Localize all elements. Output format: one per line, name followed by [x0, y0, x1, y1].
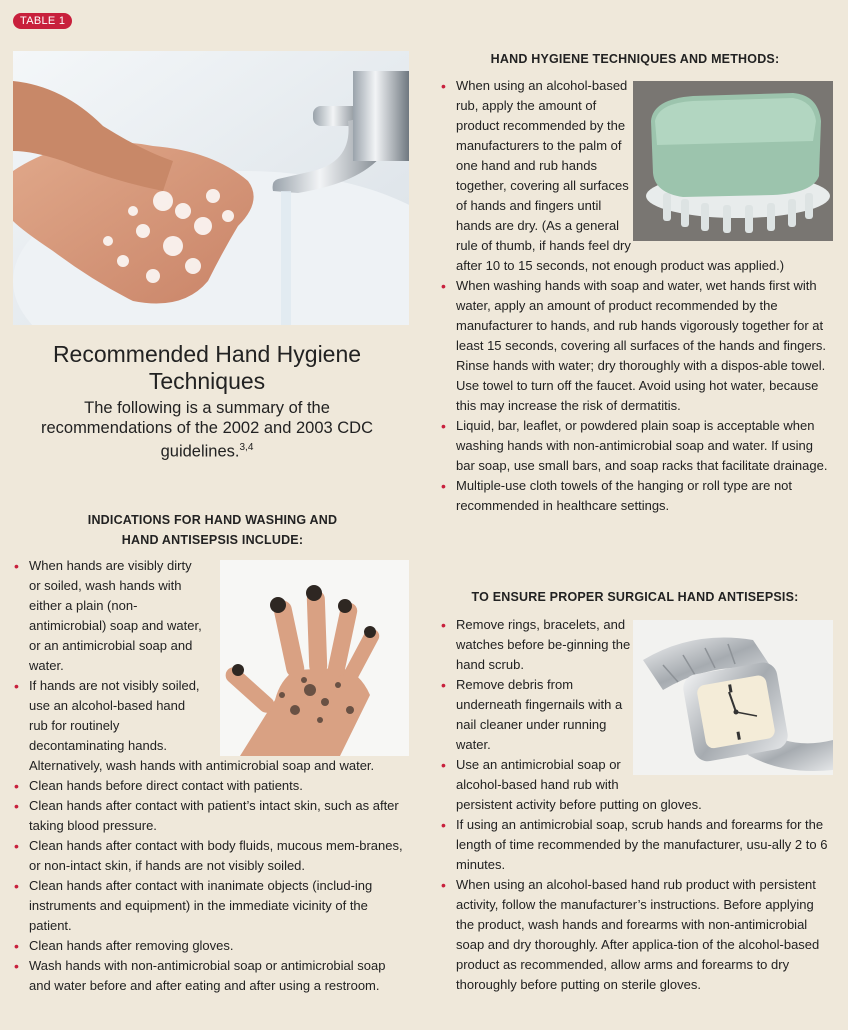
page-title: Recommended Hand Hygiene Techniques [52, 341, 362, 394]
indications-heading [40, 510, 385, 550]
subtitle-refs: 3,4 [239, 442, 254, 453]
list-item: • Use an antimicrobial soap or alcohol-based hand rub with persistent activity before putting on gloves. [440, 755, 832, 815]
list-item: • Clean hands before direct contact with patients. [13, 776, 409, 796]
dirty-hand-photo [220, 560, 409, 756]
list-item: • Liquid, bar, leaflet, or powdered plain soap is acceptable when washing hands with non-antimicrobial soap and water. If using bar soap, use small bars, and soap racks that facilitate drainage. [440, 416, 832, 476]
list-item: • When using an alcohol-based hand rub product with persistent activity, follow the manufacturer’s instructions. Before applying the product, wash hands and forearms with non-antimicrobial soap and dry thoroughly. After applica-tion of the alcohol-based product as recommended, allow arms and forearms to dry thoroughly before putting on sterile gloves. [440, 875, 832, 995]
list-item: • Remove debris from underneath fingernails with a nail cleaner under running water. [440, 675, 832, 755]
surgical-heading: TO ENSURE PROPER SURGICAL HAND ANTISEPSIS: [471, 590, 799, 604]
subtitle-text: The following is a summary of the recommendations of the 2002 and 2003 CDC guidelines. [40, 399, 374, 461]
list-item: • If hands are not visibly soiled, use an alcohol-based hand rub for routinely decontaminating hands. Alternatively, wash hands with antimicrobial soap and water. [13, 676, 409, 776]
soap-bar-photo [633, 81, 833, 241]
list-item: • Clean hands after contact with inanimate objects (includ-ing instruments and equipment) in the immediate vicinity of the patient. [13, 876, 409, 936]
list-item: • Multiple-use cloth towels of the hanging or roll type are not recommended in healthcare settings. [440, 476, 832, 516]
indications-heading-line2: HAND ANTISEPSIS INCLUDE: [121, 533, 304, 547]
list-item: • If using an antimicrobial soap, scrub hands and forearms for the length of time recommended by the manufacturer, usu-ally 2 to 6 minutes. [440, 815, 832, 875]
list-item: • Wash hands with non-antimicrobial soap or antimicrobial soap and water before and after eating and after using a restroom. [13, 956, 409, 996]
wristwatch-photo [633, 620, 833, 775]
list-item: • Clean hands after contact with patient’s intact skin, such as after taking blood pressure. [13, 796, 409, 836]
list-item: • When washing hands with soap and water, wet hands first with water, apply an amount of product recommended by the manufacturer to hands, and rub hands vigorously together for at least 15 seconds, covering all surfaces of the hands and fingers. Rinse hands with water; dry thoroughly with a dispos-able towel. Use towel to turn off the faucet. Avoid using hot water, because this may increase the risk of dermatitis. [440, 276, 832, 416]
techniques-heading: HAND HYGIENE TECHNIQUES AND METHODS: [490, 52, 780, 66]
hand-washing-photo [13, 51, 409, 325]
title-block [40, 341, 374, 462]
list-item: • When hands are visibly dirty or soiled, wash hands with either a plain (non-antimicrobial) soap and water, or an antimicrobial soap and water. [13, 556, 409, 676]
table-badge: TABLE 1 [13, 13, 72, 29]
list-item: • Remove rings, bracelets, and watches before be-ginning the hand scrub. [440, 615, 832, 675]
list-item: • When using an alcohol-based rub, apply the amount of product recommended by the manufacturers to the palm of one hand and rub hands together, covering all surfaces of hands and fingers until hands are dry. (As a general rule of thumb, if hands feel dry after 10 to 15 seconds, not enough product was applied.) [440, 76, 832, 276]
page-subtitle [40, 398, 374, 462]
list-item: • Clean hands after removing gloves. [13, 936, 409, 956]
list-item: • Clean hands after contact with body fluids, mucous mem-branes, or non-intact skin, if hands are not visibly soiled. [13, 836, 409, 876]
indications-heading-line1: INDICATIONS FOR HAND WASHING AND [87, 513, 338, 527]
